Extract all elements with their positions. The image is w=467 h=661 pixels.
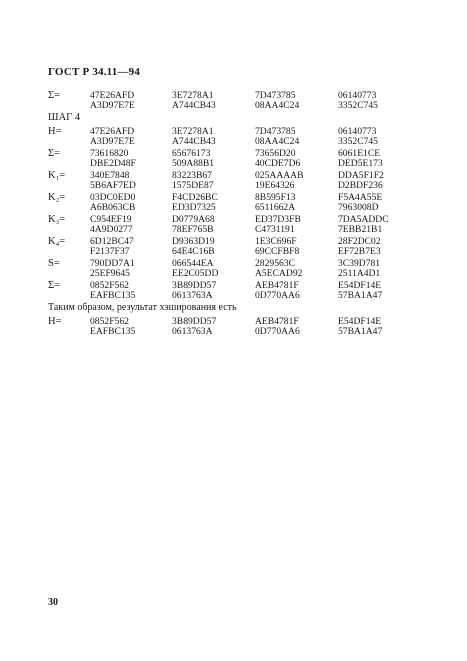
hex-word: 03DC0ED0 xyxy=(90,192,136,203)
hex-word: EF72B7E3 xyxy=(338,246,381,257)
hex-word: 40CDE7D6 xyxy=(255,158,301,169)
value-block xyxy=(48,148,448,170)
hex-word: D2BDF236 xyxy=(338,180,383,191)
hex-word: 340E7848 xyxy=(90,170,130,181)
hex-word: 73656D20 xyxy=(255,148,296,159)
value-block xyxy=(48,258,448,280)
hex-word: 06140773 xyxy=(338,90,377,101)
hex-word: A5ECAD92 xyxy=(255,268,303,279)
hex-word: 3C39D781 xyxy=(338,258,381,269)
step-label: ШАГ 4 xyxy=(48,112,81,123)
hex-word: 0852F562 xyxy=(90,316,129,327)
hash-computation-blocks xyxy=(48,90,448,338)
page-number: 30 xyxy=(48,597,58,608)
hex-word: 0613763A xyxy=(172,326,213,337)
block-label: Σ= xyxy=(48,148,61,159)
hex-word: 06140773 xyxy=(338,126,377,137)
hex-word: 7EBB21B1 xyxy=(338,224,383,235)
hex-word: EAFBC135 xyxy=(90,290,136,301)
hex-word: D9363D19 xyxy=(172,236,215,247)
hex-word: 3B89DD57 xyxy=(172,280,217,291)
hex-word: 08AA4C24 xyxy=(255,136,300,147)
hex-word: 066544EA xyxy=(172,258,214,269)
block-label: Σ= xyxy=(48,90,61,101)
hex-word: ED37D3FB xyxy=(255,214,301,225)
block-label: S= xyxy=(48,258,60,269)
hex-word: E54DF14E xyxy=(338,280,382,291)
block-label: K₂= xyxy=(48,192,66,203)
hex-word: 47E26AFD xyxy=(90,126,135,137)
hex-word: 3352C745 xyxy=(338,136,378,147)
block-label: K₃= xyxy=(48,214,66,225)
hex-word: 1575DE87 xyxy=(172,180,214,191)
hex-word: 6061E1CE xyxy=(338,148,381,159)
hex-word: F5A4A55E xyxy=(338,192,383,203)
hex-word: EAFBC135 xyxy=(90,326,136,337)
value-block xyxy=(48,90,448,112)
hex-word: C954EF19 xyxy=(90,214,132,225)
hex-word: 83223B67 xyxy=(172,170,212,181)
hex-word: 5B6AF7ED xyxy=(90,180,136,191)
hex-word: 3E7278A1 xyxy=(172,90,214,101)
hex-word: 0D770AA6 xyxy=(255,326,300,337)
hex-word: 57BA1A47 xyxy=(338,290,383,301)
value-block xyxy=(48,316,448,338)
hex-word: 2829563C xyxy=(255,258,295,269)
hex-word: 28F2DC02 xyxy=(338,236,381,247)
hex-word: 2511A4D1 xyxy=(338,268,381,279)
hex-word: A744CB43 xyxy=(172,100,216,111)
hex-word: 3352C745 xyxy=(338,100,378,111)
hex-word: C4731191 xyxy=(255,224,295,235)
hex-word: 47E26AFD xyxy=(90,90,135,101)
hex-word: DED5E173 xyxy=(338,158,383,169)
hex-word: 6D12BC47 xyxy=(90,236,134,247)
hex-word: ED3D7325 xyxy=(172,202,216,213)
hex-word: 0852F562 xyxy=(90,280,129,291)
hex-word: A3D97E7E xyxy=(90,136,135,147)
hex-word: 65676173 xyxy=(172,148,211,159)
hex-word: 25EF9645 xyxy=(90,268,130,279)
hex-word: 57BA1A47 xyxy=(338,326,383,337)
block-label: H= xyxy=(48,126,62,137)
hex-word: 08AA4C24 xyxy=(255,100,300,111)
hex-word: 8B595F13 xyxy=(255,192,296,203)
hex-word: D0779A68 xyxy=(172,214,215,225)
hex-word: 509A88B1 xyxy=(172,158,215,169)
hex-word: A744CB43 xyxy=(172,136,216,147)
block-label: K₄= xyxy=(48,236,66,247)
hex-word: E54DF14E xyxy=(338,316,382,327)
hex-word: 3E7278A1 xyxy=(172,126,214,137)
hex-word: 0D770AA6 xyxy=(255,290,300,301)
hex-word: 4A9D0277 xyxy=(90,224,133,235)
hex-word: 7D473785 xyxy=(255,90,296,101)
hex-word: A6B063CB xyxy=(90,202,136,213)
hex-word: 0613763A xyxy=(172,290,213,301)
hex-word: 64E4C16B xyxy=(172,246,215,257)
hex-word: AEB4781F xyxy=(255,316,299,327)
value-block xyxy=(48,236,448,258)
hex-word: 025AAAAB xyxy=(255,170,304,181)
value-block xyxy=(48,126,448,148)
hex-word: A3D97E7E xyxy=(90,100,135,111)
hex-word: EE2C05DD xyxy=(172,268,219,279)
hex-word: DBE2D48F xyxy=(90,158,136,169)
hex-word: 78EF765B xyxy=(172,224,214,235)
value-block xyxy=(48,214,448,236)
hex-word: AEB4781F xyxy=(255,280,299,291)
value-block xyxy=(48,170,448,192)
hex-word: 790DD7A1 xyxy=(90,258,135,269)
block-label: K₁= xyxy=(48,170,66,181)
hex-word: 7D473785 xyxy=(255,126,296,137)
hex-word: 19E64326 xyxy=(255,180,295,191)
hex-word: 7963008D xyxy=(338,202,379,213)
hex-word: F4CD26BC xyxy=(172,192,218,203)
value-block xyxy=(48,192,448,214)
conclusion-text: Таким образом, результат хэширования есть xyxy=(48,302,237,313)
hex-word: DDA5F1F2 xyxy=(338,170,384,181)
hex-word: F2137F37 xyxy=(90,246,130,257)
block-label: Σ= xyxy=(48,280,61,291)
hex-word: 3B89DD57 xyxy=(172,316,217,327)
hex-word: 6511662A xyxy=(255,202,296,213)
hex-word: 73616820 xyxy=(90,148,129,159)
block-label: H= xyxy=(48,316,62,327)
hex-word: 7DA5ADDC xyxy=(338,214,389,225)
hex-word: 69CCFBF8 xyxy=(255,246,300,257)
value-block xyxy=(48,280,448,302)
document-header: ГОСТ Р 34.11—94 xyxy=(48,66,141,78)
hex-word: 1E3C696F xyxy=(255,236,297,247)
